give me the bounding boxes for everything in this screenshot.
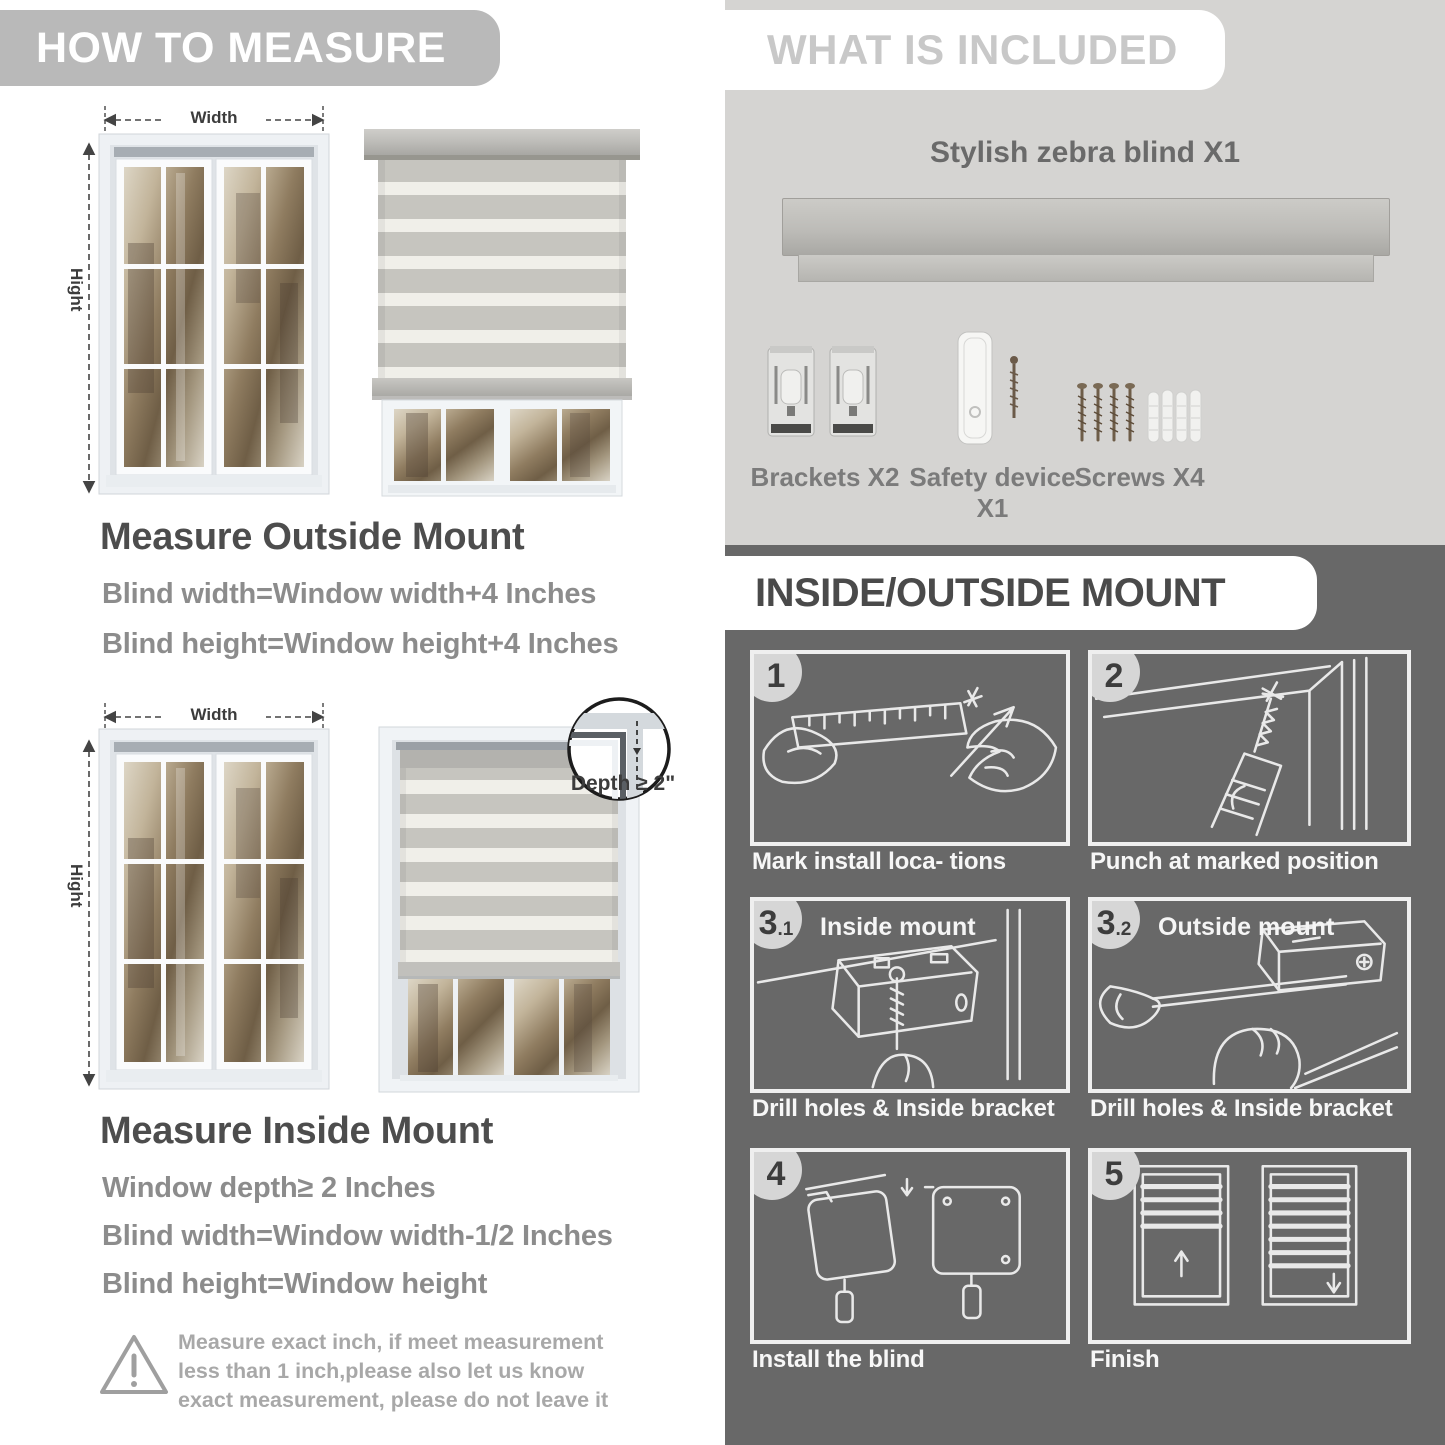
step-3-1-box bbox=[750, 897, 1070, 1093]
step-4-box bbox=[750, 1148, 1070, 1344]
step-5-box bbox=[1088, 1148, 1411, 1344]
blind-headrail-undercassette bbox=[798, 255, 1374, 282]
step-3-2-badge: 3 .2 bbox=[1088, 897, 1140, 949]
what-is-included-title: WHAT IS INCLUDED bbox=[767, 26, 1178, 73]
outside-mount-heading: Measure Outside Mount bbox=[100, 516, 525, 558]
inside-depth-rule: Window depth≥ 2 Inches bbox=[102, 1172, 436, 1204]
step-4-badge: 4 bbox=[750, 1148, 802, 1200]
inside-mount-heading: Measure Inside Mount bbox=[100, 1110, 494, 1152]
product-title: Stylish zebra blind X1 bbox=[929, 136, 1241, 169]
inside-width-formula: Blind width=Window width-1/2 Inches bbox=[102, 1220, 613, 1252]
step-2-box bbox=[1088, 650, 1411, 846]
screws-label: Screws X4 bbox=[1074, 462, 1205, 492]
step-3-1-caption: Drill holes & Inside bracket bbox=[752, 1095, 1055, 1122]
screws-image bbox=[1072, 378, 1202, 452]
step-3-1-badge: 3 .1 bbox=[750, 897, 802, 949]
width-label: Width bbox=[162, 108, 266, 128]
step-5-caption: Finish bbox=[1090, 1346, 1160, 1373]
window-photo-inside bbox=[98, 728, 330, 1090]
how-to-measure-header bbox=[0, 10, 500, 86]
step-2-illustration-drill bbox=[1092, 654, 1407, 842]
mount-header bbox=[725, 556, 1317, 630]
step-2-badge: 2 bbox=[1088, 650, 1140, 702]
step-4-caption: Install the blind bbox=[752, 1346, 925, 1373]
what-is-included-header bbox=[725, 10, 1225, 90]
step-3-2-box bbox=[1088, 897, 1411, 1093]
inside-height-formula: Blind height=Window height bbox=[102, 1268, 488, 1300]
step-3-2-caption: Drill holes & Inside bracket bbox=[1090, 1095, 1393, 1122]
how-to-measure-title: HOW TO MEASURE bbox=[36, 23, 446, 72]
outside-width-formula: Blind width=Window width+4 Inches bbox=[102, 578, 597, 610]
depth-label: Depth ≥ 2" bbox=[570, 772, 676, 795]
brackets-image bbox=[766, 344, 878, 446]
height-label: Hight bbox=[66, 262, 86, 317]
safety-device-image bbox=[950, 330, 1036, 448]
zebra-blind-outside bbox=[362, 121, 642, 498]
step-4-illustration-install-blind bbox=[754, 1152, 1066, 1340]
outside-height-formula: Blind height=Window height+4 Inches bbox=[102, 628, 619, 660]
warning-text: Measure exact inch, if meet measurement less than 1 inch,please also let us know exact measurement, please do not leave it bbox=[178, 1330, 609, 1412]
step-3-2-inline-label: Outside mount bbox=[1158, 913, 1335, 941]
step-1-box bbox=[750, 650, 1070, 846]
height-label-2: Hight bbox=[66, 858, 86, 913]
safety-device-label: Safety device X1 bbox=[909, 462, 1076, 523]
step-3-1-inline-label: Inside mount bbox=[820, 913, 976, 941]
step-5-illustration-finish bbox=[1092, 1152, 1407, 1340]
width-label-2: Width bbox=[162, 705, 266, 725]
step-1-caption: Mark install loca- tions bbox=[752, 848, 1006, 875]
brackets-label: Brackets X2 bbox=[750, 462, 900, 492]
step-2-caption: Punch at marked position bbox=[1090, 848, 1379, 875]
step-1-illustration-ruler bbox=[754, 654, 1066, 842]
blind-headrail-image bbox=[782, 198, 1390, 256]
mount-header-title: INSIDE/OUTSIDE MOUNT bbox=[755, 570, 1226, 615]
step-5-badge: 5 bbox=[1088, 1148, 1140, 1200]
step-1-badge: 1 bbox=[750, 650, 802, 702]
window-photo-outside bbox=[98, 133, 330, 495]
warning-triangle-icon bbox=[98, 1332, 170, 1398]
